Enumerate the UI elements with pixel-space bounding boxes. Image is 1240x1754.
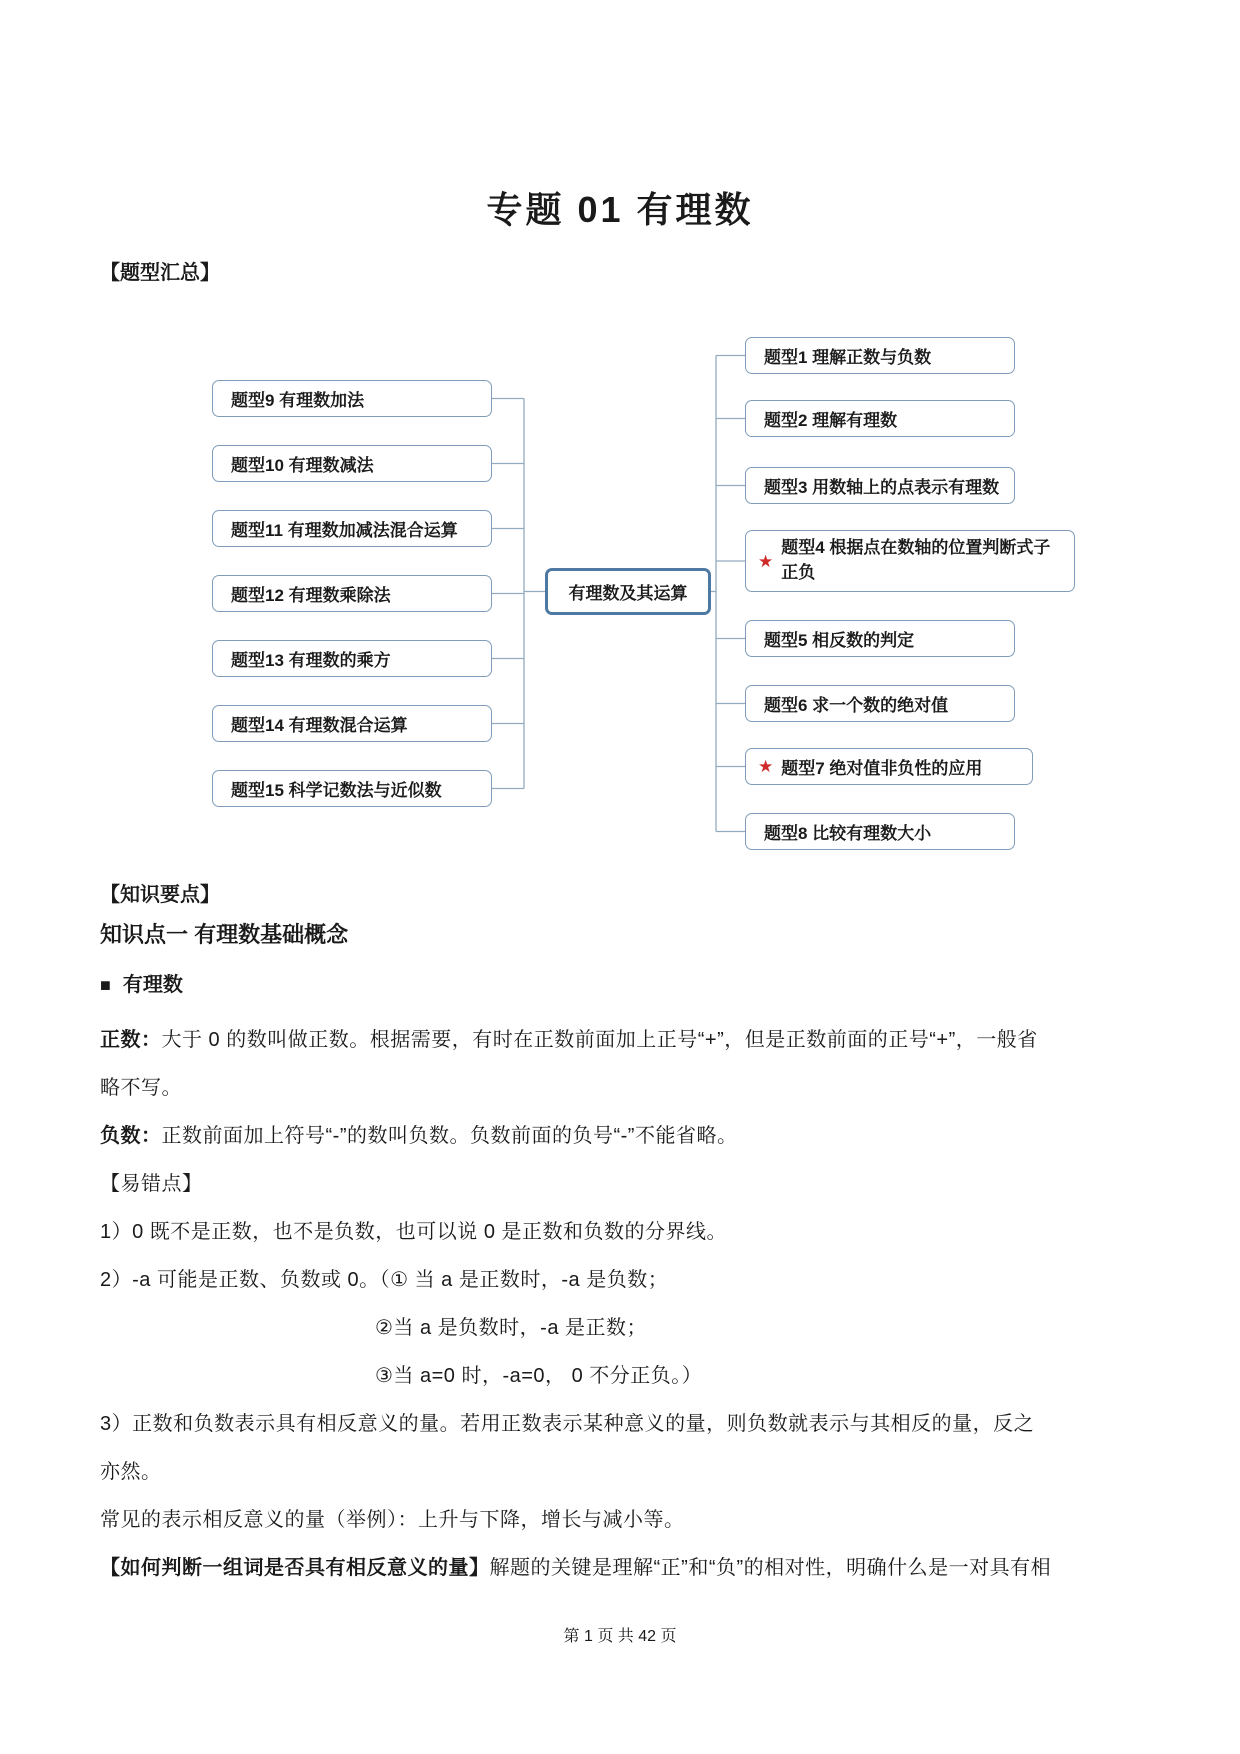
node-label: 题型3 用数轴上的点表示有理数 xyxy=(764,478,1000,497)
mindmap-node-type15 xyxy=(212,770,492,807)
mindmap-node-type5 xyxy=(745,620,1015,657)
node-label: 题型2 理解有理数 xyxy=(764,411,898,430)
line-text: 1）0 既不是正数，也不是负数，也可以说 0 是正数和负数的分界线。 xyxy=(100,1221,728,1243)
text-line xyxy=(100,1352,1146,1400)
subsection-title xyxy=(100,970,183,1000)
text-line xyxy=(100,1448,1146,1496)
node-label: 有理数及其运算 xyxy=(568,584,688,603)
line-text: 【易错点】 xyxy=(100,1173,203,1195)
node-label: 题型8 比较有理数大小 xyxy=(764,824,932,843)
page-title: 专题 01 有理数 xyxy=(486,189,754,230)
line-text: 3）正数和负数表示具有相反意义的量。若用正数表示某种意义的量，则负数就表示与其相反的量，反之 xyxy=(100,1413,1035,1435)
term-positive-number: 正数： xyxy=(100,1029,162,1051)
star-icon: ★ xyxy=(758,551,774,571)
mindmap-root-node xyxy=(545,568,711,615)
text-line xyxy=(100,1064,1146,1112)
text-line xyxy=(100,1160,1146,1208)
mindmap-node-type12 xyxy=(212,575,492,612)
node-label: 题型7 绝对值非负性的应用 xyxy=(781,759,983,778)
node-label: 题型1 理解正数与负数 xyxy=(764,348,932,367)
square-bullet-icon: ■ xyxy=(100,975,111,995)
term-how-to-judge: 【如何判断一组词是否具有相反意义的量】 xyxy=(100,1557,490,1579)
text-line xyxy=(100,1112,1146,1160)
line-text: 大于 0 的数叫做正数。根据需要，有时在正数前面加上正号“+”，但是正数前面的正号“+”，一般省 xyxy=(161,1029,1038,1051)
mindmap-node-type1 xyxy=(745,337,1015,374)
subsection-title-text: 有理数 xyxy=(122,974,183,996)
mindmap-node-type3 xyxy=(745,467,1015,504)
mindmap-node-type14 xyxy=(212,705,492,742)
node-label: 题型14 有理数混合运算 xyxy=(231,716,408,735)
text-line xyxy=(100,1256,1146,1304)
line-text: 亦然。 xyxy=(100,1461,162,1483)
section-label-knowledge: 【知识要点】 xyxy=(100,884,220,906)
mindmap-node-type4 xyxy=(745,530,1075,592)
star-icon: ★ xyxy=(758,757,774,776)
page-number: 第 1 页 共 42 页 xyxy=(563,1628,677,1645)
mindmap-node-type7 xyxy=(745,748,1033,785)
mindmap-node-type13 xyxy=(212,640,492,677)
mindmap-node-type10 xyxy=(212,445,492,482)
node-label: 题型13 有理数的乘方 xyxy=(231,651,391,670)
text-line xyxy=(100,1016,1146,1064)
node-label: 题型4 根据点在数轴的位置判断式子正负 xyxy=(781,538,1051,582)
line-text: 正数前面加上符号“-”的数叫负数。负数前面的负号“-”不能省略。 xyxy=(161,1125,738,1147)
line-text: 常见的表示相反意义的量（举例）：上升与下降，增长与减小等。 xyxy=(100,1509,685,1531)
mindmap-node-type8 xyxy=(745,813,1015,850)
knowledge-point-title: 知识点一 有理数基础概念 xyxy=(100,922,349,947)
node-label: 题型9 有理数加法 xyxy=(231,391,365,410)
section-label-topic-summary: 【题型汇总】 xyxy=(100,262,220,284)
node-label: 题型6 求一个数的绝对值 xyxy=(764,696,949,715)
line-text: ③当 a=0 时，-a=0， 0 不分正负。） xyxy=(375,1365,703,1387)
mindmap-node-type11 xyxy=(212,510,492,547)
mindmap-diagram xyxy=(0,300,1240,865)
line-text: 2）-a 可能是正数、负数或 0。（① 当 a 是正数时，-a 是负数； xyxy=(100,1269,669,1291)
node-label: 题型11 有理数加减法混合运算 xyxy=(231,521,458,540)
node-label: 题型15 科学记数法与近似数 xyxy=(231,781,442,800)
mindmap-node-type6 xyxy=(745,685,1015,722)
line-text: ②当 a 是负数时，-a 是正数； xyxy=(375,1317,648,1339)
mindmap-node-type9 xyxy=(212,380,492,417)
line-text: 解题的关键是理解“正”和“负”的相对性，明确什么是一对具有相 xyxy=(489,1557,1052,1579)
text-line xyxy=(100,1496,1146,1544)
text-line xyxy=(100,1208,1146,1256)
text-line xyxy=(100,1304,1146,1352)
text-line xyxy=(100,1400,1146,1448)
node-label: 题型10 有理数减法 xyxy=(231,456,374,475)
mindmap-node-type2 xyxy=(745,400,1015,437)
term-negative-number: 负数： xyxy=(100,1125,162,1147)
node-label: 题型5 相反数的判定 xyxy=(764,631,915,650)
line-text: 略不写。 xyxy=(100,1077,182,1099)
knowledge-body xyxy=(100,1016,1146,1592)
node-label: 题型12 有理数乘除法 xyxy=(231,586,391,605)
text-line xyxy=(100,1544,1146,1592)
